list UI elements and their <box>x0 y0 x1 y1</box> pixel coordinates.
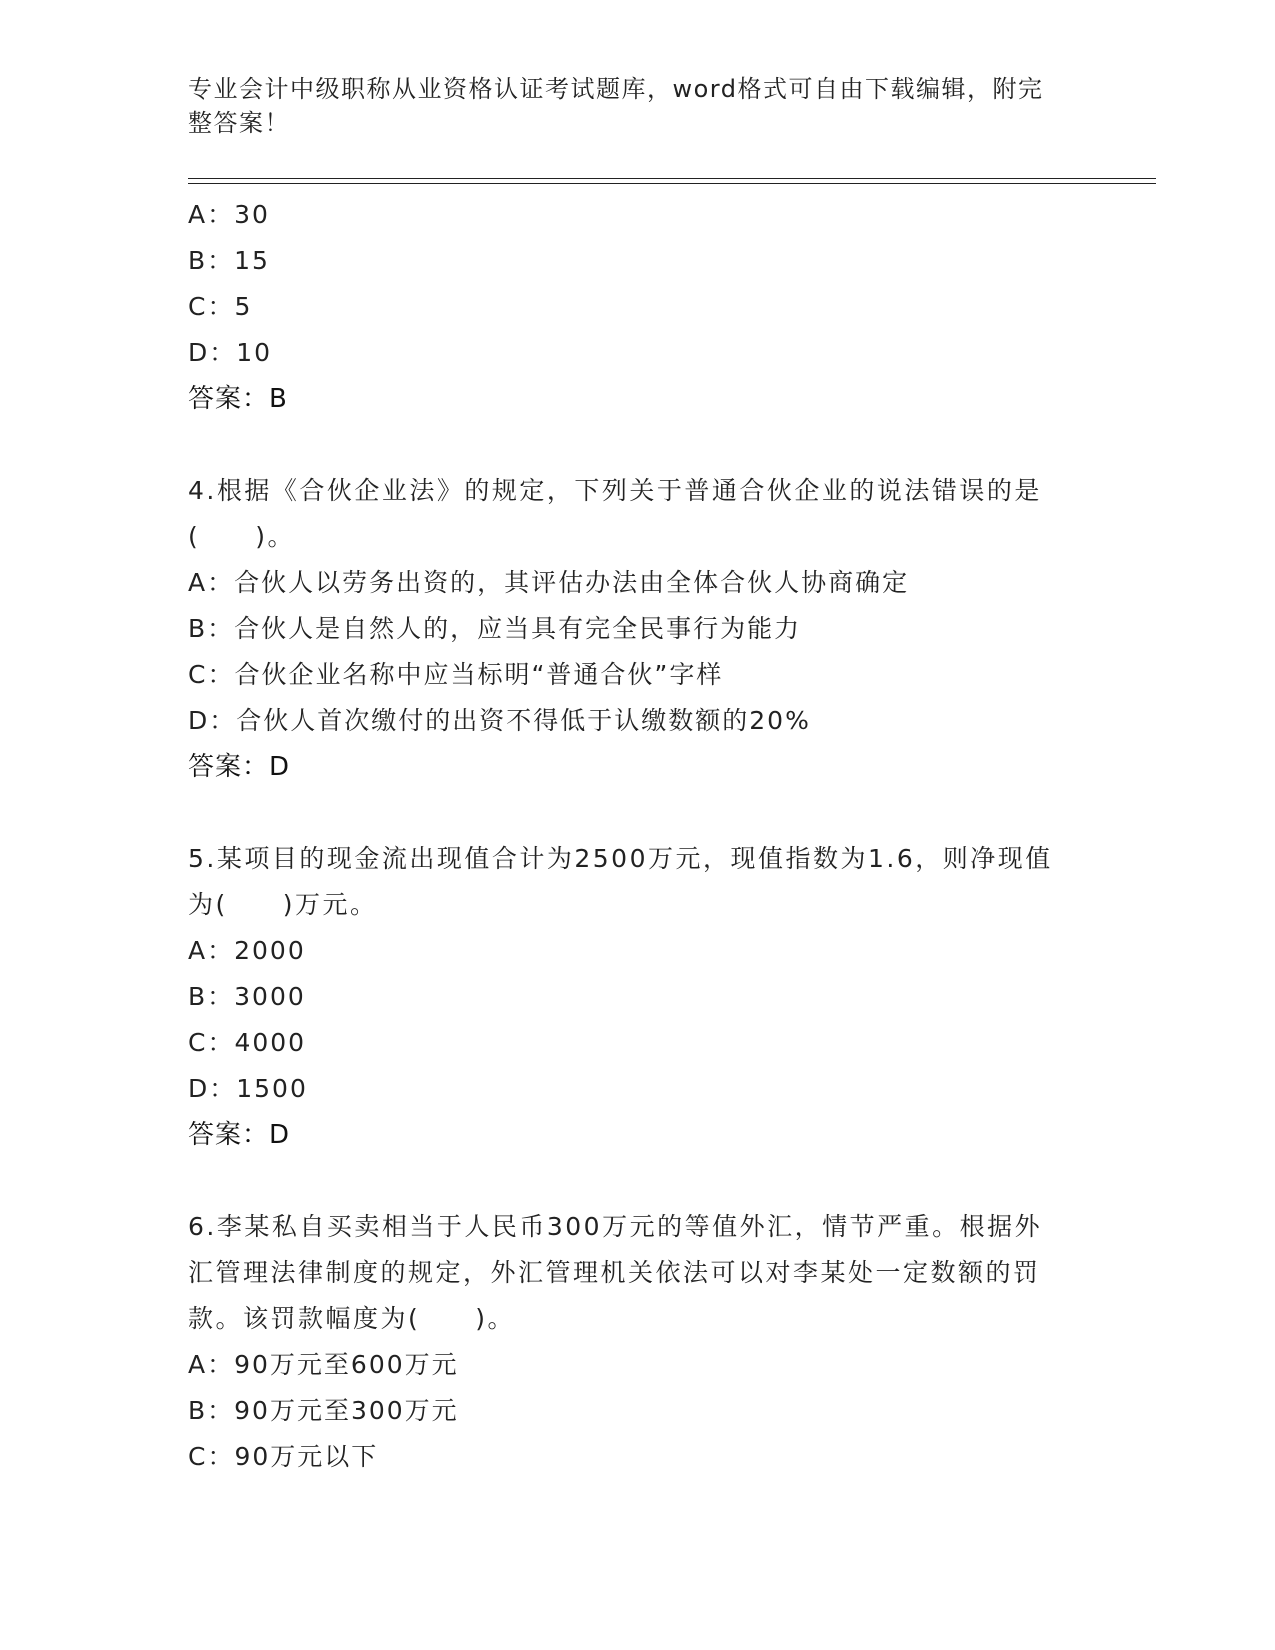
answer-line: 答案：D <box>188 1120 291 1150</box>
option-c: C：90万元以下 <box>188 1442 379 1471</box>
spacer <box>188 790 1068 836</box>
option-a: A：30 <box>188 200 270 229</box>
question-3 <box>188 192 1068 422</box>
option-d: D：1500 <box>188 1074 308 1103</box>
answer-line: 答案：B <box>188 384 288 414</box>
document-header: 专业会计中级职称从业资格认证考试题库，word格式可自由下载编辑，附完整答案！ <box>188 75 1044 137</box>
question-stem: 6.李某私自买卖相当于人民币300万元的等值外汇，情节严重。根据外汇管理法律制度的规定，外汇管理机关依法可以对李某处一定数额的罚款。该罚款幅度为( )。 <box>188 1212 1043 1333</box>
question-5 <box>188 836 1068 1158</box>
question-6 <box>188 1204 1068 1480</box>
option-a: A：2000 <box>188 936 306 965</box>
option-a: A：90万元至600万元 <box>188 1350 459 1379</box>
option-c: C：5 <box>188 292 253 321</box>
question-stem: 4.根据《合伙企业法》的规定，下列关于普通合伙企业的说法错误的是( )。 <box>188 476 1042 551</box>
question-stem: 5.某项目的现金流出现值合计为2500万元，现值指数为1.6，则净现值为( )万元。 <box>188 844 1053 919</box>
question-4 <box>188 468 1068 790</box>
header-rule-top <box>188 178 1156 179</box>
question-list <box>188 192 1068 1480</box>
header-rule-bottom <box>188 183 1156 184</box>
answer-line: 答案：D <box>188 752 291 782</box>
option-b: B：合伙人是自然人的，应当具有完全民事行为能力 <box>188 614 802 643</box>
spacer <box>188 422 1068 468</box>
option-c: C：合伙企业名称中应当标明“普通合伙”字样 <box>188 660 724 689</box>
option-a: A：合伙人以劳务出资的，其评估办法由全体合伙人协商确定 <box>188 568 910 597</box>
option-d: D：合伙人首次缴付的出资不得低于认缴数额的20% <box>188 706 811 735</box>
option-b: B：15 <box>188 246 270 275</box>
option-d: D：10 <box>188 338 273 367</box>
option-c: C：4000 <box>188 1028 307 1057</box>
option-b: B：3000 <box>188 982 306 1011</box>
option-b: B：90万元至300万元 <box>188 1396 459 1425</box>
spacer <box>188 1158 1068 1204</box>
